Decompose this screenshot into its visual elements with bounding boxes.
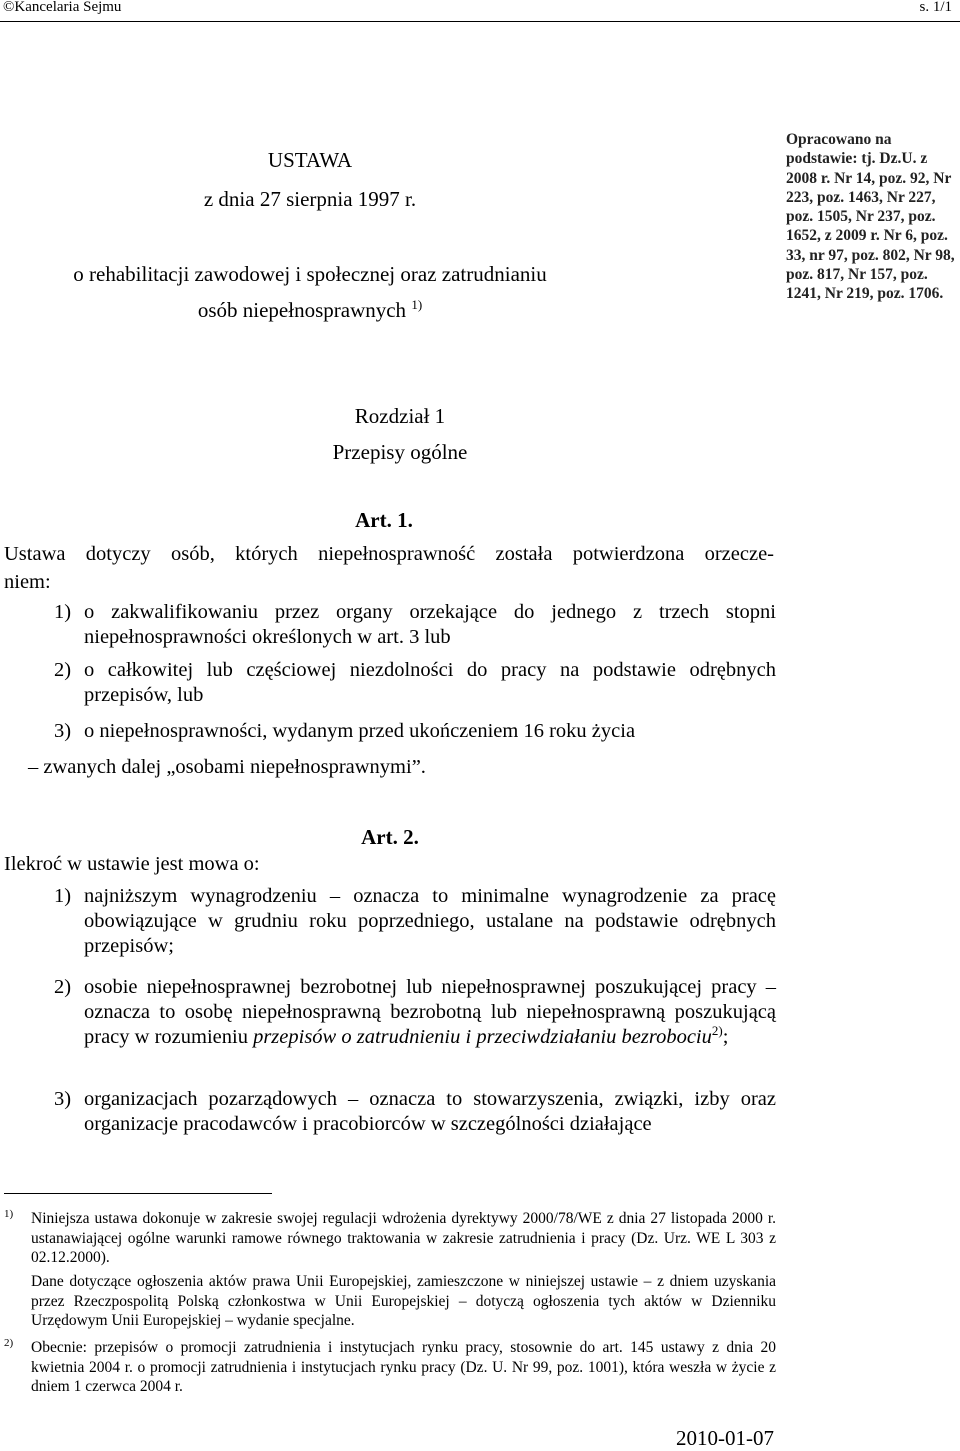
act-name-line1: o rehabilitacji zawodowej i społecznej oraz zatrudnianiu — [73, 262, 547, 286]
item-text: o niepełnosprawności, wydanym przed ukończeniem 16 roku życia — [84, 720, 636, 742]
item-number: 2) — [54, 659, 72, 681]
footnote-separator — [4, 1193, 272, 1194]
header-page-number: s. 1/1 — [919, 0, 952, 15]
item-text-end: ; — [722, 1026, 729, 1048]
article-2-intro: Ilekroć w ustawie jest mowa o: — [4, 853, 260, 875]
article-1-item-3 — [54, 719, 776, 744]
article-1-item-2 — [54, 658, 776, 708]
source-note: Opracowano na podstawie: tj. Dz.U. z 2008 r. Nr 14, poz. 92, Nr 223, poz. 1463, Nr 227, poz. 1505, Nr 237, poz. 1652, z 2009 r. Nr 6, poz. 33, nr 97, poz. 802, Nr 98, poz. 817, Nr 157, poz. 1241, Nr 219, poz. 1706. — [786, 131, 955, 303]
item-number: 3) — [54, 1088, 72, 1110]
act-type-title: USTAWA — [267, 148, 353, 172]
footnote-marker: 1) — [4, 1208, 14, 1220]
item-number: 1) — [54, 601, 72, 623]
item-text — [84, 975, 776, 1050]
item-text-part: osobie niepełnosprawnej bezrobotnej lub niepełnosprawnej poszukującej pracy – oznacza to osobę niepełnosprawną bezrobotną lub niepełnosprawną poszukującą pracy w rozumieniu — [84, 976, 776, 1048]
chapter-number: Rozdział 1 — [354, 404, 446, 428]
footnote-1 — [4, 1209, 776, 1268]
chapter-name: Przepisy ogólne — [332, 440, 468, 464]
article-1-closing: – zwanych dalej „osobami niepełnosprawnymi”. — [28, 756, 426, 778]
header-copyright: ©Kancelaria Sejmu — [3, 0, 122, 15]
referenced-act-italic: przepisów o zatrudnieniu i przeciwdziałaniu bezrobociu — [253, 1026, 712, 1048]
article-2-item-2 — [54, 975, 776, 1050]
footnote-marker: 2) — [4, 1337, 14, 1349]
article-1-intro-line1: Ustawa dotyczy osób, których niepełnosprawność została potwierdzona orzecze- — [4, 543, 774, 565]
item-text: o zakwalifikowaniu przez organy orzekające do jednego z trzech stopni niepełnosprawności określonych w art. 3 lub — [84, 601, 776, 648]
item-text: najniższym wynagrodzeniu – oznacza to minimalne wynagrodzenie za pracę obowiązujące w grudniu roku poprzedniego, ustalane na podstawie odrębnych przepisów; — [84, 885, 776, 957]
act-name-text: osób niepełnosprawnych — [197, 298, 407, 322]
item-number: 3) — [54, 720, 72, 742]
article-2-item-1 — [54, 884, 776, 959]
header-rule — [0, 21, 960, 22]
article-1-intro-line2: niem: — [4, 571, 51, 593]
item-number: 1) — [54, 885, 72, 907]
article-2-heading: Art. 2. — [361, 825, 419, 849]
item-text: organizacjach pozarządowych – oznacza to stowarzyszenia, związki, izby oraz organizacje pracodawców i pracobiorców w szczególności działające — [84, 1088, 776, 1135]
act-name-line2 — [0, 298, 620, 323]
item-number: 2) — [54, 976, 72, 998]
item-text: o całkowitej lub częściowej niezdolności do pracy na podstawie odrębnych przepisów, lub — [84, 659, 776, 706]
page-header — [0, 0, 960, 20]
article-2-item-3 — [54, 1087, 776, 1137]
act-date: z dnia 27 sierpnia 1997 r. — [203, 187, 417, 211]
article-1-item-1 — [54, 600, 776, 650]
footnote-text: Niniejsza ustawa dokonuje w zakresie swojej regulacji wdrożenia dyrektywy 2000/78/WE z dnia 27 listopada 2000 r. ustanawiającej ogólne warunki ramowe równego traktowania w zakresie zatrudnienia i pracy (Dz. Urz. WE L 303 z 02.12.2000). — [31, 1210, 776, 1266]
footnote-1-continued — [4, 1272, 776, 1331]
footnote-text: Dane dotyczące ogłoszenia aktów prawa Unii Europejskiej, zamieszczone w niniejszej ustawie – z dniem uzyskania przez Rzeczpospolitą Polską członkostwa w Unii Europejskiej – dotyczą ogłoszenia tych aktów w Dzienniku Urzędowym Unii Europejskiej – wydanie specjalne. — [31, 1273, 776, 1329]
article-1-heading: Art. 1. — [355, 508, 413, 532]
footnote-2 — [4, 1338, 776, 1397]
footnote-ref-2[interactable]: 2) — [711, 1023, 723, 1039]
footnote-ref-1[interactable]: 1) — [411, 297, 423, 312]
footer-date: 2010-01-07 — [676, 1426, 774, 1450]
footnote-text: Obecnie: przepisów o promocji zatrudnienia i instytucjach rynku pracy, stosownie do art. 145 ustawy z dnia 20 kwietnia 2004 r. o promocji zatrudnienia i instytucjach rynku pracy (Dz. U. Nr 99, poz. 1001), która weszła w życie z dniem 1 czerwca 2004 r. — [31, 1339, 776, 1395]
